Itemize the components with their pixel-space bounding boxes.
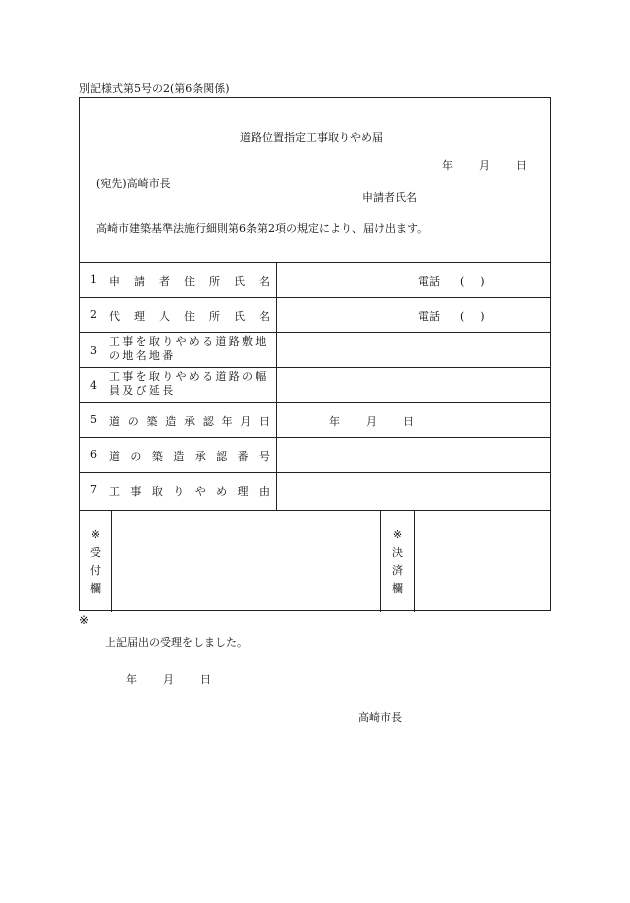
row-label: 工事を取りやめる道路敷地の地名地番 [109, 335, 269, 362]
row-label: 道 の 築 造 承 認 番 号 [109, 450, 270, 463]
month-label: 月 [366, 415, 377, 428]
month-label: 月 [479, 159, 490, 172]
row-number: 2 [90, 308, 97, 321]
applicant-name-label: 申請者氏名 [362, 191, 417, 204]
reception-stamp-box[interactable] [112, 510, 381, 612]
addressee: (宛先)高崎市長 [96, 177, 171, 190]
year-label: 年 [126, 673, 137, 686]
row-label-cell [80, 262, 277, 297]
row-label: 工事を取りやめる道路の幅員及び延長 [109, 370, 269, 397]
mayor-signature: 高崎市長 [358, 711, 402, 724]
note-mark: ※ [79, 613, 90, 627]
row-cancellation-reason [80, 472, 550, 511]
stamp-area [80, 510, 550, 612]
row-number: 3 [90, 344, 97, 357]
year-label: 年 [329, 415, 340, 428]
row-label-cell [80, 367, 277, 402]
row-label: 道 の 築 造 承 認 年 月 日 [109, 415, 270, 428]
phone-field[interactable]: 電話 ( ) [418, 310, 485, 323]
row-number: 1 [90, 273, 97, 286]
row-approval-date [80, 402, 550, 438]
row-road-land-lot [80, 332, 550, 368]
year-label: 年 [442, 159, 453, 172]
reception-label: ※ 受 付 欄 [90, 528, 101, 595]
month-label: 月 [163, 673, 174, 686]
row-number: 6 [90, 448, 97, 461]
acceptance-date [126, 671, 237, 687]
row-approval-number [80, 437, 550, 473]
phone-label: 電話 [418, 275, 440, 288]
row-label-cell [80, 297, 277, 332]
row-label: 申 請 者 住 所 氏 名 [109, 275, 270, 288]
row-number: 5 [90, 413, 97, 426]
decision-stamp-box[interactable] [415, 510, 550, 612]
phone-field[interactable]: 電話 ( ) [418, 275, 485, 288]
day-label: 日 [403, 415, 414, 428]
form-id: 別記様式第5号の2(第6条関係) [79, 82, 230, 95]
form-header [80, 98, 550, 263]
approval-date-field[interactable] [329, 413, 440, 429]
submission-date [442, 157, 553, 173]
row-road-width-length [80, 367, 550, 403]
row-label: 代 理 人 住 所 氏 名 [109, 310, 270, 323]
row-label-cell [80, 472, 277, 510]
row-number: 4 [90, 379, 97, 392]
row-applicant-address [80, 262, 550, 298]
row-number: 7 [90, 483, 97, 496]
decision-label: ※ 決 済 欄 [392, 528, 403, 595]
decision-label-column [381, 510, 415, 612]
row-label-cell [80, 402, 277, 437]
reception-label-column [80, 510, 112, 612]
form-title: 道路位置指定工事取りやめ届 [240, 131, 383, 144]
row-agent-address [80, 297, 550, 333]
acceptance-statement: 上記届出の受理をしました。 [105, 636, 248, 649]
form-table [79, 97, 551, 611]
day-label: 日 [200, 673, 211, 686]
row-label-cell [80, 437, 277, 472]
day-label: 日 [516, 159, 527, 172]
row-label: 工 事 取 り や め 理 由 [109, 485, 270, 498]
statement: 高崎市建築基準法施行細則第6条第2項の規定により、届け出ます。 [96, 222, 429, 235]
phone-label: 電話 [418, 310, 440, 323]
row-label-cell [80, 332, 277, 367]
